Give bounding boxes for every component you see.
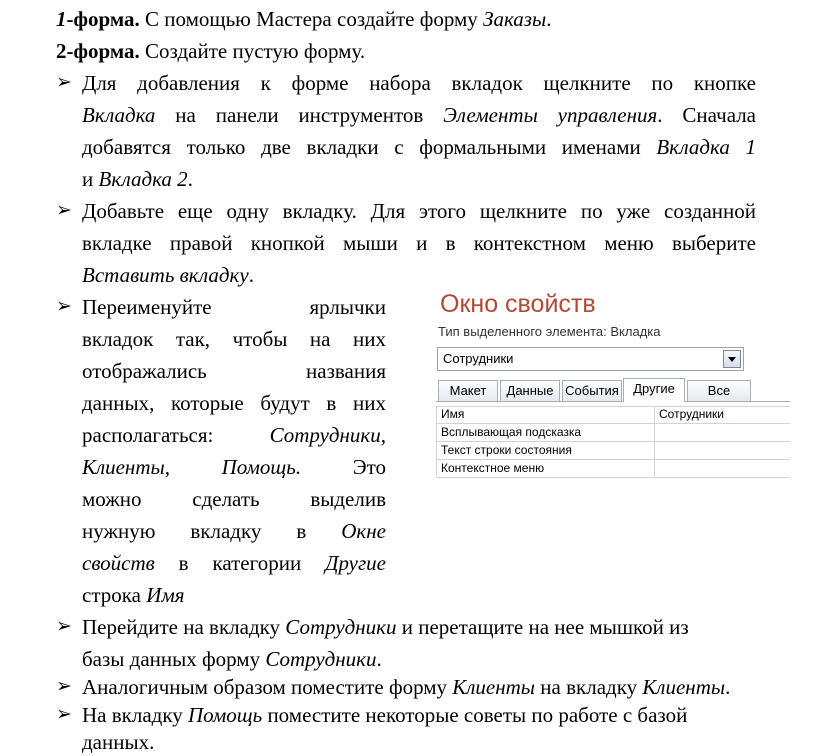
bullet3-italic9b: Другие	[325, 551, 386, 575]
bullet1-text2: . Сначала	[657, 103, 756, 127]
bullet1-italic1: Вкладка	[82, 103, 156, 127]
bullet4-italic2: Сотрудники	[265, 647, 377, 671]
property-grid	[436, 406, 790, 478]
bullet2-line1: Добавьте еще одну вкладку. Для этого щелкните по уже созданной	[82, 199, 756, 223]
bullet1-italic2: Элементы управления	[443, 103, 658, 127]
property-label: Контекстное меню	[436, 460, 655, 477]
form2-line	[56, 38, 365, 64]
bullet3-line8	[82, 518, 386, 544]
bullet-icon: ➢	[56, 72, 72, 93]
property-label: Текст строки состояния	[436, 442, 655, 459]
tab-all[interactable]: Все	[687, 380, 751, 402]
selection-type-label: Тип выделенного элемента: Вкладка	[438, 324, 661, 339]
bullet5-line1	[82, 674, 730, 700]
property-value[interactable]	[655, 424, 790, 441]
form1-number: 1	[56, 7, 67, 31]
property-value[interactable]	[655, 460, 790, 477]
bullet5-text3: .	[725, 675, 731, 699]
bullet4-line1	[82, 614, 689, 640]
bullet1-italic4: Вкладка 2	[98, 167, 188, 191]
property-value[interactable]: Сотрудники	[659, 407, 724, 421]
form1-line	[56, 6, 551, 32]
bullet-icon: ➢	[56, 676, 72, 697]
bullet6-text1: На вкладку	[82, 703, 188, 727]
bullet3-line1: Переименуйте ярлычки	[82, 295, 386, 319]
bullet4-italic1: Сотрудники	[285, 615, 397, 639]
bullet4-text3: базы данных форму	[82, 647, 266, 671]
bullet2-line2: вкладке правой кнопкой мыши и в контекстном меню выберите	[82, 231, 756, 255]
property-label: Всплывающая подсказка	[436, 424, 655, 441]
form1-end: .	[546, 7, 552, 31]
tab-divider	[436, 401, 790, 402]
bullet5-text2: на вкладку	[535, 675, 643, 699]
bullet2-end: .	[248, 263, 254, 287]
bullet3-text6: Это	[352, 455, 386, 479]
bullet-icon: ➢	[56, 296, 72, 317]
property-sheet	[432, 288, 816, 478]
property-tabs	[436, 378, 816, 402]
bullet3-italic6a: Клиенты,	[82, 455, 170, 479]
bullet1-line1: Для добавления к форме набора вкладок щелкните по кнопке	[82, 71, 756, 95]
tab-events[interactable]: События	[562, 380, 622, 402]
bullet3-text5: располагаться:	[82, 423, 270, 447]
tab-layout[interactable]: Макет	[438, 380, 498, 402]
property-row-statusbar[interactable]	[436, 442, 790, 460]
bullet3-line5	[82, 422, 386, 448]
bullet5-italic2: Клиенты	[642, 675, 726, 699]
bullet3-line4: данных, которые будут в них	[82, 391, 386, 415]
bullet1-line2	[82, 102, 756, 128]
bullet3-line10	[82, 582, 185, 608]
form2-text: Создайте пустую форму.	[139, 39, 366, 63]
bullet3-line2: вкладок так, чтобы на них	[82, 327, 386, 351]
bullet3-italic9a: свойств	[82, 551, 155, 575]
bullet3-italic10: Имя	[146, 583, 185, 607]
form1-italic: Заказы	[483, 7, 547, 31]
bullet3-line7: можно сделать выделив	[82, 487, 386, 511]
bullet3-italic5: Сотрудники,	[269, 423, 386, 447]
bullet1-text4: и	[82, 167, 99, 191]
bullet4-text4: .	[376, 647, 382, 671]
chevron-down-icon	[728, 357, 736, 362]
bullet1-italic3: Вкладка 1	[656, 135, 756, 159]
bullet3-text8: нужную вкладку в	[82, 519, 342, 543]
form1-title: -форма.	[66, 7, 140, 31]
bullet1-text3: добавятся только две вкладки с формальными именами	[82, 135, 657, 159]
object-selector[interactable]	[437, 347, 744, 371]
bullet2-line3	[82, 262, 254, 288]
bullet-icon: ➢	[56, 704, 72, 725]
bullet3-italic8: Окне	[341, 519, 386, 543]
property-sheet-title: Окно свойств	[440, 290, 596, 318]
bullet-icon: ➢	[56, 200, 72, 221]
bullet3-italic6b: Помощь.	[221, 455, 302, 479]
form2-title: 2-форма.	[56, 39, 140, 63]
dropdown-button[interactable]	[723, 350, 741, 368]
property-row-tooltip[interactable]	[436, 424, 790, 442]
bullet1-text1: на панели инструментов	[155, 103, 444, 127]
bullet6-italic: Помощь	[188, 703, 263, 727]
bullet3-line9	[82, 550, 386, 576]
bullet4-text1: Перейдите на вкладку	[82, 615, 286, 639]
property-value[interactable]	[655, 442, 790, 459]
property-row-name[interactable]	[436, 406, 790, 424]
bullet3-text10: строка	[82, 583, 147, 607]
bullet2-italic: Вставить вкладку	[82, 263, 249, 287]
bullet3-text9: в категории	[178, 551, 302, 575]
property-row-context-menu[interactable]	[436, 460, 790, 478]
bullet4-line2	[82, 646, 382, 672]
bullet5-italic1: Клиенты	[452, 675, 536, 699]
tab-data[interactable]: Данные	[500, 380, 560, 402]
bullet1-line3	[82, 134, 756, 160]
property-label: Имя	[436, 406, 655, 423]
bullet6-line1	[82, 702, 687, 728]
bullet1-line4	[82, 166, 193, 192]
bullet3-line6	[82, 454, 386, 480]
form1-text: С помощью Мастера создайте форму	[139, 7, 484, 31]
bullet3-line3: отображались названия	[82, 359, 386, 383]
object-selector-value: Сотрудники	[443, 351, 514, 366]
bullet5-text1: Аналогичным образом поместите форму	[82, 675, 453, 699]
tab-other[interactable]: Другие	[623, 378, 685, 402]
bullet6-text2: поместите некоторые советы по работе с базой	[262, 703, 688, 727]
bullet4-text2: и перетащите на нее мышкой из	[396, 615, 689, 639]
bullet6-line2: данных.	[82, 730, 155, 754]
bullet-icon: ➢	[56, 616, 72, 637]
bullet1-text5: .	[187, 167, 193, 191]
